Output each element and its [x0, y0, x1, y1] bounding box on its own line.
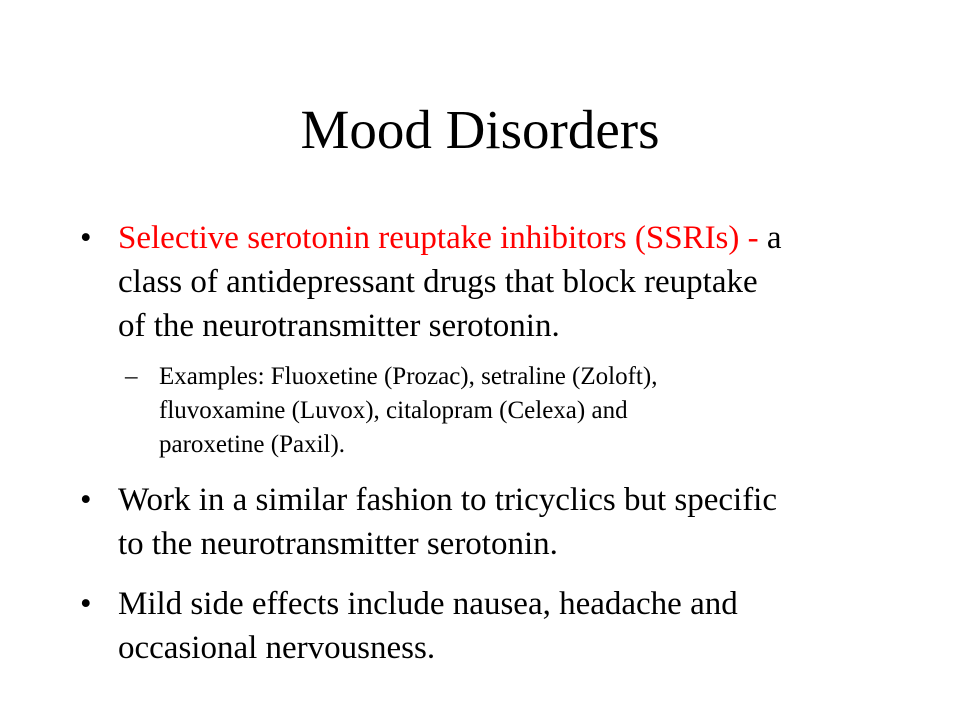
sub-bullet-marker: –: [125, 363, 138, 390]
sub-bullet-line: fluvoxamine (Luvox), citalopram (Celexa) and: [159, 397, 628, 424]
bullet-line-text: a: [758, 220, 782, 256]
sub-bullet-line: Examples: Fluoxetine (Prozac), setraline (Zoloft),: [159, 363, 658, 390]
bullet-text: [118, 478, 878, 566]
bullet-text: [118, 216, 878, 348]
slide-title: Mood Disorders: [300, 99, 660, 160]
bullet-line: [118, 216, 878, 260]
sub-bullet-line: paroxetine (Paxil).: [159, 431, 346, 458]
bullet-line: Work in a similar fashion to tricyclics but specific: [118, 482, 778, 518]
bullet-marker: •: [80, 220, 92, 256]
bullet-line-text: of the neurotransmitter serotonin.: [118, 308, 560, 344]
bullet-marker: •: [80, 482, 92, 518]
bullet-line: occasional nervousness.: [118, 630, 436, 666]
highlighted-term: Selective serotonin reuptake inhibitors (SSRIs) -: [118, 220, 759, 256]
bullet-line: Mild side effects include nausea, headache and: [118, 586, 738, 622]
bullet-line: [118, 304, 878, 348]
bullet-line-text: class of antidepressant drugs that block reuptake: [118, 264, 758, 300]
bullet-marker: •: [80, 586, 92, 622]
sub-bullet-text: [159, 360, 839, 462]
bullet-line: [118, 260, 878, 304]
bullet-text: [118, 582, 878, 670]
bullet-line: to the neurotransmitter serotonin.: [118, 526, 558, 562]
